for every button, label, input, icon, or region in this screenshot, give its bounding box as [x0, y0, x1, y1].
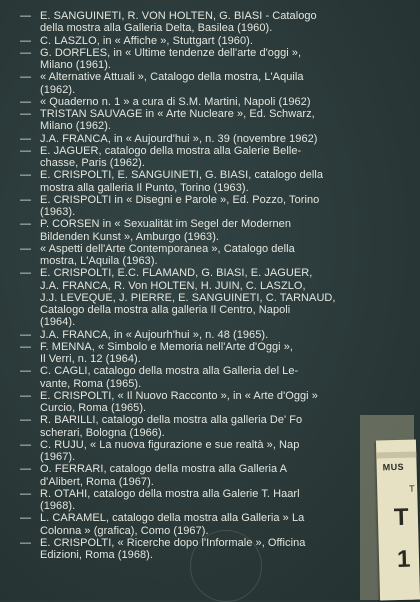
bibliography-entry — [20, 341, 392, 366]
bibliography-entry — [20, 329, 392, 341]
entry-line: E. CRISPOLTI, « Il Nuovo Racconto », in « Arte d'Oggi » — [40, 389, 318, 402]
entry-line: E. CRISPOLTI in « Disegni e Parole », Ed. Pozzo, Torino — [40, 193, 320, 206]
entry-line: C. CAGLI, catalogo della mostra alla Galleria del Le- — [40, 365, 299, 378]
sticker-label-text: MUS — [382, 461, 405, 473]
entry-line: J.A. FRANCA, in « Aujourh'hui », n. 48 (1965). — [40, 328, 269, 341]
entry-line: E. CRISPOLTI, « Ricerche dopo l'Informale », Officina — [40, 536, 306, 549]
entry-dash: — — [20, 169, 32, 182]
bibliography-entry — [20, 390, 392, 415]
bibliography-entry — [20, 414, 392, 439]
entry-line: (1963). — [40, 206, 76, 218]
entry-dash: — — [20, 340, 32, 353]
entry-line: E. CRISPOLTI, E.C. FLAMAND, G. BIASI, E. JAGUER, — [40, 267, 313, 280]
bibliography-entry — [20, 194, 392, 219]
sticker-big-letter: T — [393, 503, 409, 532]
bibliography-entry — [20, 96, 392, 108]
entry-line: G. DORFLES, in « Ultime tendenze dell'arte d'oggi », — [40, 46, 302, 59]
entry-line: (1968). — [40, 500, 76, 512]
entry-dash: — — [20, 71, 32, 84]
museum-label-sticker — [376, 440, 420, 601]
bibliography-entry — [20, 218, 392, 243]
entry-line: F. MENNA, « Simbolo e Memoria nell'Arte d'Oggi », — [40, 340, 294, 353]
entry-dash: — — [20, 438, 32, 451]
entry-line: chasse, Paris (1962). — [40, 157, 145, 169]
entry-line: E. JAGUER, catalogo della mostra alla Galerie Belle- — [40, 144, 302, 157]
entry-dash: — — [20, 95, 32, 108]
bibliography-entry — [20, 463, 392, 488]
entry-line: della mostra alla Galleria Delta, Basilea (1960). — [40, 22, 273, 35]
bibliography-entry — [20, 267, 392, 328]
entry-line: « Quaderno n. 1 » a cura di S.M. Martini, Napoli (1962) — [40, 95, 311, 108]
faded-stamp — [190, 530, 262, 602]
bibliography-entry — [20, 145, 392, 170]
entry-line: E. CRISPOLTI, E. SANGUINETI, G. BIASI, catalogo della — [40, 169, 324, 182]
entry-line: C. RUJU, « La nuova figurazione e sue realtà », Nap — [40, 438, 300, 451]
entry-line: Colonna » (grafica), Como (1967). — [40, 524, 209, 537]
entry-line: d'Alibert, Roma (1967). — [40, 475, 154, 488]
entry-line: Catalogo della mostra alla galleria Il Centro, Napoli — [40, 304, 291, 316]
bibliography-entry — [20, 169, 392, 194]
sticker-band — [376, 451, 416, 458]
entry-dash: — — [20, 328, 32, 341]
entry-line: J.A. FRANCA, in « Aujourd'hui », n. 39 (novembre 1962) — [40, 132, 318, 145]
entry-dash: — — [20, 512, 32, 525]
entry-dash: — — [20, 10, 32, 22]
entry-line: R. OTAHI, catalogo della mostra alla Galerie T. Haarl — [40, 487, 300, 500]
entry-dash: — — [20, 218, 32, 231]
entry-line: « Aspetti dell'Arte Contemporanea », Catalogo della — [40, 242, 295, 255]
entry-line: Curcio, Roma (1965). — [40, 402, 147, 414]
entry-line: « Alternative Attuali », Catalogo della mostra, L'Aquila — [40, 71, 304, 84]
entry-dash: — — [20, 365, 32, 378]
bibliography-entry — [20, 439, 392, 464]
entry-line: Milano (1961). — [40, 59, 112, 71]
entry-line: E. SANGUINETI, R. VON HOLTEN, G. BIASI - Catalogo — [40, 10, 317, 22]
bibliography-entry — [20, 133, 392, 145]
entry-line: Il Verri, n. 12 (1964). — [40, 353, 141, 365]
entry-line: O. FERRARI, catalogo della mostra alla Galleria A — [40, 463, 287, 476]
entry-line: (1967). — [40, 451, 76, 463]
entry-line: Edizioni, Roma (1968). — [40, 549, 153, 561]
sticker-big-number: 1 — [396, 545, 411, 574]
bibliography-entry — [20, 512, 392, 537]
bibliography-entry — [20, 71, 392, 96]
entry-dash: — — [20, 193, 32, 206]
entry-dash: — — [20, 108, 32, 120]
entry-line: L. CARAMEL, catalogo della mostra alla Galleria » La — [40, 512, 305, 525]
entry-line: Milano (1962). — [40, 120, 112, 133]
entry-line: (1962). — [40, 83, 76, 96]
entry-dash: — — [20, 34, 32, 47]
sticker-small-text: T — [409, 483, 415, 494]
entry-line: J.A. FRANCA, R. Von HOLTEN, H. JUIN, C. LASZLO, — [40, 279, 306, 292]
entry-line: J.J. LEVEQUE, J. PIERRE, E. SANGUINETI, C. TARNAUD, — [40, 291, 336, 304]
entry-dash: — — [20, 132, 32, 145]
bibliography-list — [20, 10, 392, 561]
entry-dash: — — [20, 414, 32, 427]
bibliography-entry — [20, 47, 392, 72]
entry-dash: — — [20, 242, 32, 255]
bibliography-entry — [20, 365, 392, 390]
bibliography-entry — [20, 243, 392, 268]
bibliography-entry — [20, 10, 392, 35]
entry-line: (1964). — [40, 316, 76, 329]
entry-line: mostra alla galleria Il Punto, Torino (1963). — [40, 181, 249, 194]
entry-dash: — — [20, 267, 32, 280]
entry-line: Bildenden Kunst », Amburgo (1963). — [40, 230, 220, 243]
entry-line: C. LASZLO, in « Affiche », Stuttgart (1960). — [40, 34, 253, 47]
entry-line: TRISTAN SAUVAGE in « Arte Nucleare », Ed. Schwarz, — [40, 108, 315, 120]
entry-line: scherari, Bologna (1966). — [40, 426, 165, 439]
entry-dash: — — [20, 389, 32, 402]
entry-line: vante, Roma (1965). — [40, 377, 142, 390]
entry-dash: — — [20, 463, 32, 476]
entry-line: P. CORSEN in « Sexualität im Segel der Modernen — [40, 218, 291, 231]
entry-line: mostra, L'Aquila (1963). — [40, 255, 158, 267]
entry-dash: — — [20, 144, 32, 157]
entry-dash: — — [20, 487, 32, 500]
entry-dash: — — [20, 46, 32, 59]
entry-line: R. BARILLI, catalogo della mostra alla galleria De' Fo — [40, 414, 303, 427]
bibliography-entry — [20, 108, 392, 133]
bibliography-entry — [20, 488, 392, 513]
bibliography-entry — [20, 35, 392, 47]
entry-dash: — — [20, 536, 32, 549]
